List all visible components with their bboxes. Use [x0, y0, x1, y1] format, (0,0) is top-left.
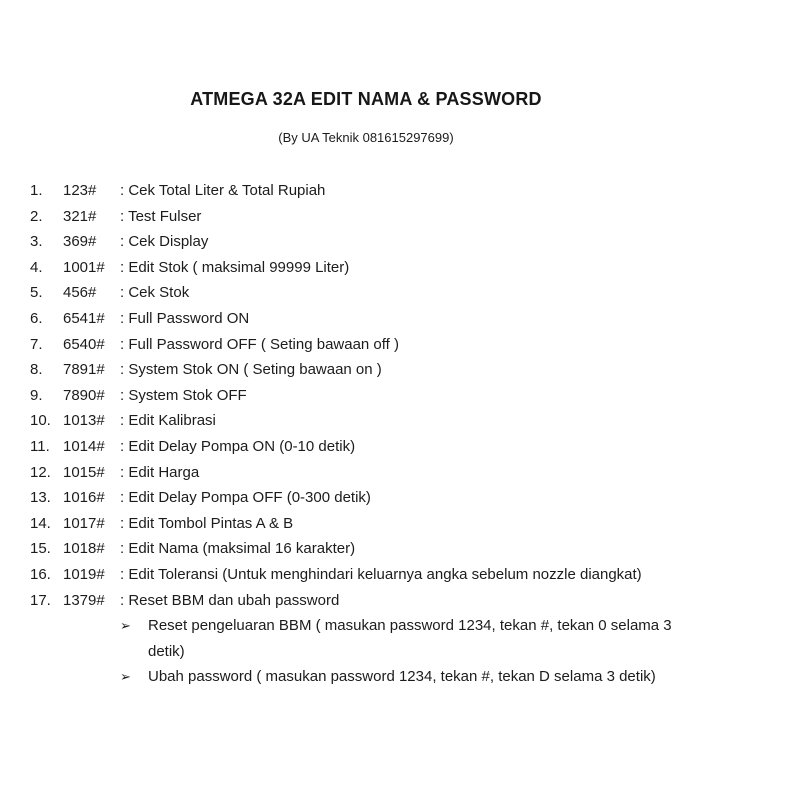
instruction-row — [30, 229, 702, 255]
sub-bullet-list — [120, 613, 702, 690]
item-description: : Cek Display — [120, 233, 209, 251]
instruction-row — [30, 588, 702, 614]
item-number: 16. — [30, 565, 51, 583]
instruction-row — [30, 460, 702, 486]
item-description: : Reset BBM dan ubah password — [120, 591, 340, 609]
item-description: : Edit Kalibrasi — [120, 412, 216, 430]
item-code: 1018# — [63, 540, 105, 558]
bullet-text: Ubah password ( masukan password 1234, tekan #, tekan D selama 3 detik) — [148, 668, 656, 686]
item-number: 10. — [30, 412, 51, 430]
item-code: 321# — [63, 207, 97, 225]
item-code: 1014# — [63, 437, 105, 455]
item-number: 8. — [30, 361, 43, 379]
item-code: 369# — [63, 233, 97, 251]
instruction-row — [30, 562, 702, 588]
document-content — [30, 88, 702, 690]
item-code: 6540# — [63, 335, 105, 353]
item-description: : Edit Toleransi (Untuk menghindari keluarnya angka sebelum nozzle diangkat) — [120, 565, 642, 583]
item-code: 1379# — [63, 591, 105, 609]
instruction-row — [30, 204, 702, 230]
item-description: : Edit Delay Pompa OFF (0-300 detik) — [120, 489, 371, 507]
bullet-row — [120, 613, 702, 664]
instruction-list — [30, 178, 702, 613]
item-description: : System Stok ON ( Seting bawaan on ) — [120, 361, 382, 379]
item-code: 123# — [63, 182, 97, 199]
item-number: 7. — [30, 335, 43, 353]
item-code: 1016# — [63, 489, 105, 507]
item-number: 1. — [30, 182, 43, 199]
instruction-row — [30, 280, 702, 306]
instruction-row — [30, 408, 702, 434]
item-number: 13. — [30, 489, 51, 507]
instruction-row — [30, 178, 702, 204]
item-code: 1001# — [63, 258, 105, 276]
item-description: : Full Password ON — [120, 309, 250, 327]
item-number: 15. — [30, 540, 51, 558]
item-code: 6541# — [63, 309, 105, 327]
item-description: : System Stok OFF — [120, 386, 247, 404]
item-number: 4. — [30, 258, 43, 276]
instruction-row — [30, 255, 702, 281]
bullet-text: Reset pengeluaran BBM ( masukan password 1234, tekan #, tekan 0 selama 3 detik) — [148, 617, 672, 660]
instruction-row — [30, 306, 702, 332]
page-subtitle: (By UA Teknik 081615297699) — [278, 130, 454, 145]
item-description: : Full Password OFF ( Seting bawaan off ) — [120, 335, 400, 353]
item-number: 6. — [30, 309, 43, 327]
instruction-row — [30, 332, 702, 358]
instruction-row — [30, 485, 702, 511]
instruction-row — [30, 383, 702, 409]
item-code: 7890# — [63, 386, 105, 404]
arrow-bullet-icon: ➢ — [120, 669, 131, 685]
item-number: 3. — [30, 233, 43, 251]
item-description: : Edit Nama (maksimal 16 karakter) — [120, 540, 356, 558]
item-description: : Cek Stok — [120, 284, 190, 302]
item-number: 14. — [30, 514, 51, 532]
item-code: 7891# — [63, 361, 105, 379]
item-number: 12. — [30, 463, 51, 481]
item-description: : Edit Harga — [120, 463, 200, 481]
item-code: 456# — [63, 284, 97, 302]
item-number: 9. — [30, 386, 43, 404]
item-code: 1019# — [63, 565, 105, 583]
item-number: 2. — [30, 207, 43, 225]
instruction-row — [30, 434, 702, 460]
item-number: 11. — [30, 437, 50, 455]
item-number: 5. — [30, 284, 43, 302]
item-description: : Edit Stok ( maksimal 99999 Liter) — [120, 258, 350, 276]
instruction-row — [30, 357, 702, 383]
arrow-bullet-icon: ➢ — [120, 618, 131, 634]
item-description: : Edit Delay Pompa ON (0-10 detik) — [120, 437, 356, 455]
item-description: : Cek Total Liter & Total Rupiah — [120, 182, 326, 199]
item-number: 17. — [30, 591, 51, 609]
page-title: ATMEGA 32A EDIT NAMA & PASSWORD — [190, 89, 542, 109]
item-description: : Test Fulser — [120, 207, 202, 225]
item-description: : Edit Tombol Pintas A & B — [120, 514, 294, 532]
instruction-row — [30, 511, 702, 537]
item-code: 1015# — [63, 463, 105, 481]
bullet-row — [120, 664, 702, 690]
item-code: 1017# — [63, 514, 105, 532]
item-code: 1013# — [63, 412, 105, 430]
instruction-row — [30, 536, 702, 562]
